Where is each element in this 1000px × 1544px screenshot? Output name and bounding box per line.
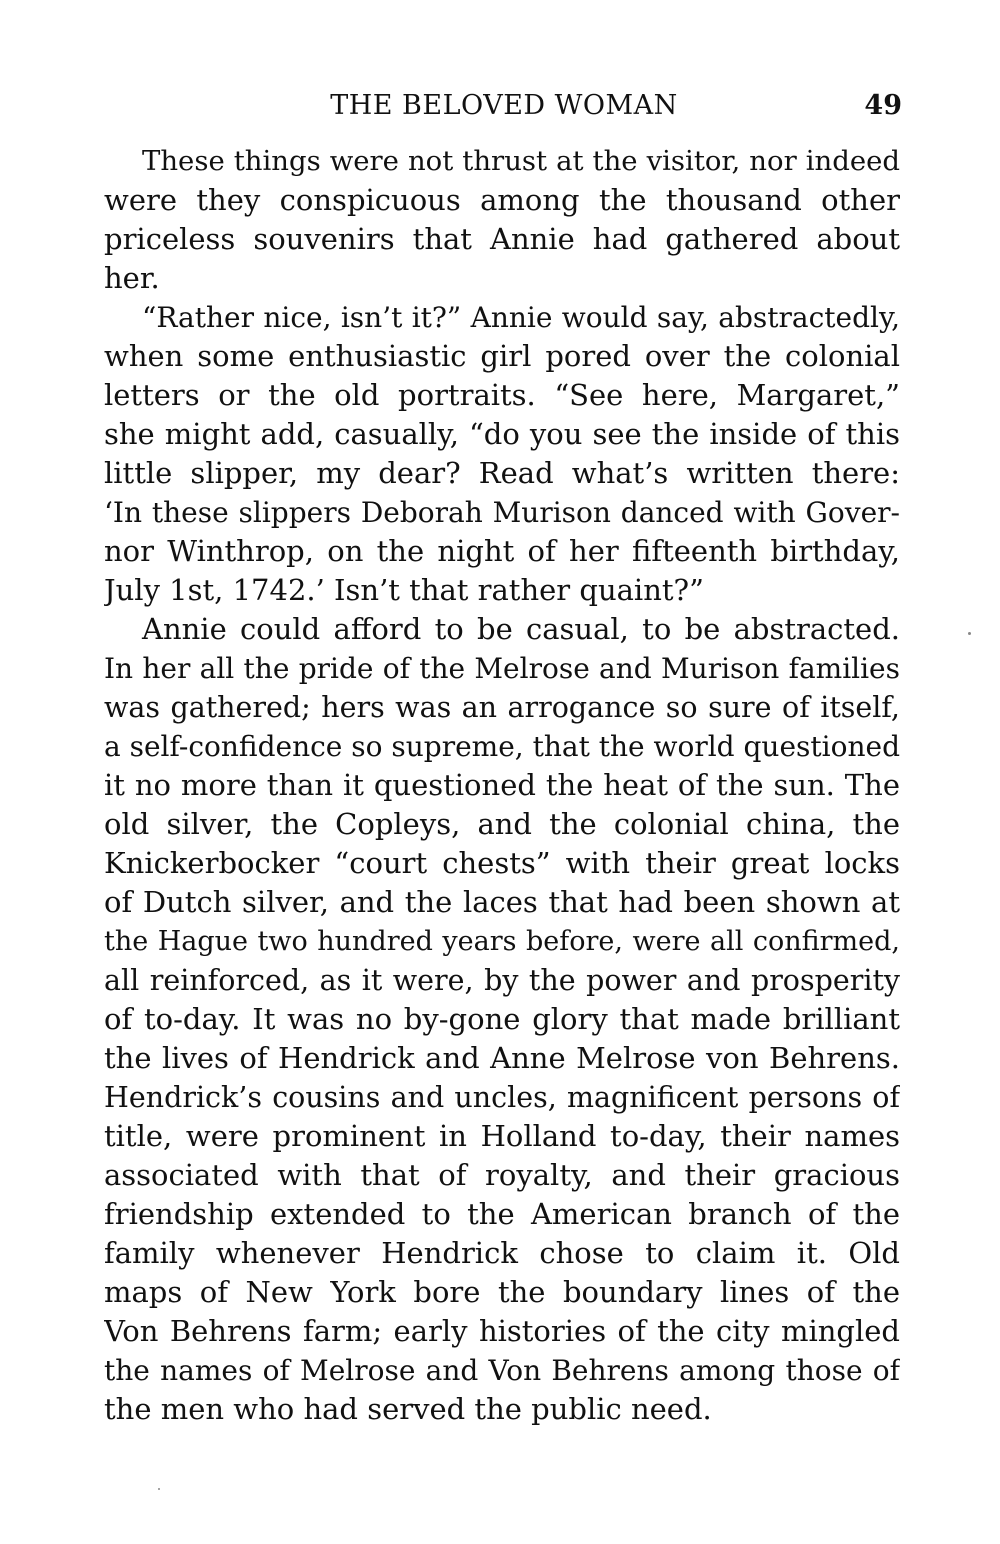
text-line: ‘In these slippers Deborah Murison danced with Gover- [104, 496, 900, 529]
text-line: nor Winthrop, on the night of her fifteenth birthday, [104, 534, 900, 568]
text-line: the Hague two hundred years before, were all confirmed, [104, 926, 900, 957]
running-title: THE BELOVED WOMAN [330, 90, 678, 121]
text-line: the names of Melrose and Von Behrens among those of [104, 1354, 900, 1387]
text-line: her. [104, 261, 160, 295]
text-line: of Dutch silver, and the laces that had been shown at [104, 885, 900, 919]
text-line: family whenever Hendrick chose to claim it. Old [104, 1236, 900, 1270]
text-line: she might add, casually, “do you see the inside of this [104, 417, 900, 451]
text-line: a self-confidence so supreme, that the world questioned [104, 730, 900, 763]
paper-speck [158, 1488, 160, 1490]
paper-speck [968, 632, 971, 635]
text-line: priceless souvenirs that Annie had gathered about [104, 222, 900, 256]
text-line: Hendrick’s cousins and uncles, magnificent persons of [104, 1081, 900, 1114]
text-line: maps of New York bore the boundary lines of the [104, 1275, 900, 1309]
text-line: little slipper, my dear? Read what’s written there: [104, 456, 900, 490]
text-line: all reinforced, as it were, by the power and prosperity [104, 964, 900, 997]
text-line: friendship extended to the American branch of the [104, 1197, 900, 1231]
page-number: 49 [864, 90, 902, 121]
running-head [104, 86, 904, 126]
text-line: when some enthusiastic girl pored over the colonial [104, 339, 900, 373]
text-line: Von Behrens farm; early histories of the city mingled [104, 1314, 900, 1348]
body-text [104, 142, 900, 1429]
text-line: In her all the pride of the Melrose and Murison families [104, 652, 900, 685]
text-line: Knickerbocker “court chests” with their great locks [104, 846, 900, 880]
text-line: These things were not thrust at the visitor, nor indeed [142, 145, 900, 177]
text-line: was gathered; hers was an arrogance so sure of itself, [104, 691, 900, 724]
text-line: title, were prominent in Holland to-day, their names [104, 1119, 900, 1153]
text-line: July 1st, 1742.’ Isn’t that rather quaint?” [104, 573, 704, 607]
text-line: associated with that of royalty, and their gracious [104, 1158, 900, 1192]
text-line: it no more than it questioned the heat of the sun. The [104, 768, 900, 802]
text-line: “Rather nice, isn’t it?” Annie would say, abstractedly, [142, 301, 900, 334]
text-line: the lives of Hendrick and Anne Melrose von Behrens. [104, 1041, 900, 1075]
text-line: letters or the old portraits. “See here, Margaret,” [104, 378, 900, 412]
text-line: the men who had served the public need. [104, 1392, 712, 1426]
text-line: of to-day. It was no by-gone glory that made brilliant [104, 1002, 900, 1036]
text-line: old silver, the Copleys, and the colonial china, the [104, 807, 900, 841]
text-line: were they conspicuous among the thousand other [104, 183, 900, 217]
text-line: Annie could afford to be casual, to be abstracted. [142, 612, 900, 646]
